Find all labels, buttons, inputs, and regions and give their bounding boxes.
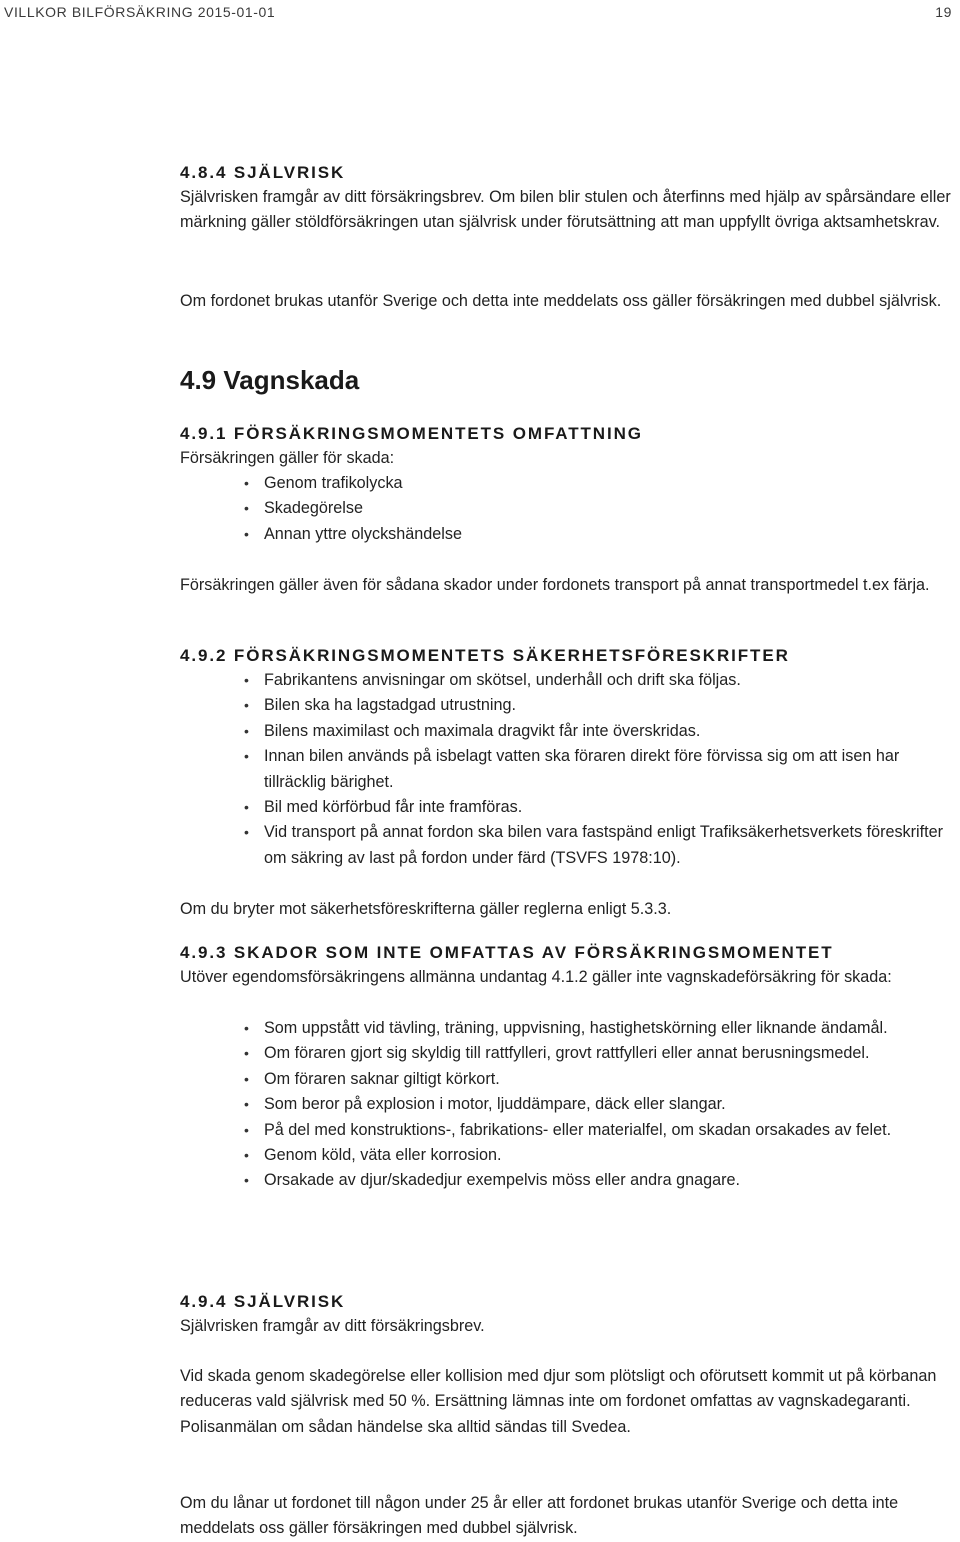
list-item: • Om föraren saknar giltigt körkort. <box>180 1067 955 1092</box>
section-4-9-2-paragraph: Om du bryter mot säkerhetsföreskrifterna gäller reglerna enligt 5.3.3. <box>180 900 672 918</box>
document-title: VILLKOR BILFÖRSÄKRING 2015-01-01 <box>4 4 276 20</box>
list-item: • Som uppstått vid tävling, träning, uppvisning, hastighetskörning eller liknande ändamål. <box>180 1016 955 1041</box>
list-item: • Bilens maximilast och maximala dragvikt får inte överskridas. <box>180 719 955 744</box>
section-4-9-1-intro: Försäkringen gäller för skada: <box>180 449 395 467</box>
section-4-8-4-paragraph-2: Om fordonet brukas utanför Sverige och detta inte meddelats oss gäller försäkringen med dubbel självrisk. <box>180 292 942 310</box>
section-4-9-2-heading: 4.9.2 FÖRSÄKRINGSMOMENTETS SÄKERHETSFÖRESKRIFTER <box>180 646 790 665</box>
page-number: 19 <box>935 4 952 20</box>
list-item: • Genom trafikolycka <box>180 471 955 496</box>
list-item: • Bil med körförbud får inte framföras. <box>180 795 955 820</box>
section-4-9-4-paragraph-2: Vid skada genom skadegörelse eller kollision med djur som plötsligt och oförutsett kommit ut på körbanan reduceras vald självrisk med 50 %. Ersättning lämnas inte om fordonet omfattas av vagnskadegaranti. Polisanmälan om sådan händelse ska alltid sändas till Svedea. <box>180 1367 937 1436</box>
list-item: • Om föraren gjort sig skyldig till rattfylleri, grovt rattfylleri eller annat berusningsmedel. <box>180 1041 955 1066</box>
list-item: • Bilen ska ha lagstadgad utrustning. <box>180 693 955 718</box>
section-4-9-3-intro: Utöver egendomsförsäkringens allmänna undantag 4.1.2 gäller inte vagnskadeförsäkring för skada: <box>180 968 892 986</box>
section-4-9-3-list <box>180 1016 955 1194</box>
section-4-9-1-heading: 4.9.1 FÖRSÄKRINGSMOMENTETS OMFATTNING <box>180 424 643 443</box>
list-item: • Orsakade av djur/skadedjur exempelvis möss eller andra gnagare. <box>180 1168 955 1193</box>
list-item: • Vid transport på annat fordon ska bilen vara fastspänd enligt Trafiksäkerhetsverkets föreskrifter om säkring av last på fordon under färd (TSVFS 1978:10). <box>180 820 955 871</box>
section-4-9-2-list <box>180 668 955 871</box>
list-item: • Genom köld, väta eller korrosion. <box>180 1143 955 1168</box>
list-item: • Innan bilen används på isbelagt vatten ska föraren direkt före förvissa sig om att isen har tillräcklig bärighet. <box>180 744 955 795</box>
section-4-8-4-paragraph-1: Självrisken framgår av ditt försäkringsbrev. Om bilen blir stulen och återfinns med hjälp av spårsändare eller märkning gäller stöldförsäkringen utan självrisk under förutsättning att man uppfyllt övriga aktsamhetskrav. <box>180 188 951 232</box>
list-item: • Skadegörelse <box>180 496 955 521</box>
section-4-9-4-paragraph-1: Självrisken framgår av ditt försäkringsbrev. <box>180 1317 485 1335</box>
section-4-9-1-paragraph-2: Försäkringen gäller även för sådana skador under fordonets transport på annat transportmedel t.ex färja. <box>180 576 930 594</box>
section-4-9-3-heading: 4.9.3 SKADOR SOM INTE OMFATTAS AV FÖRSÄKRINGSMOMENTET <box>180 943 834 962</box>
section-4-9-heading: 4.9 Vagnskada <box>180 365 360 395</box>
list-item: • Fabrikantens anvisningar om skötsel, underhåll och drift ska följas. <box>180 668 955 693</box>
section-4-9-1-list <box>180 471 955 547</box>
section-4-9-4-paragraph-3: Om du lånar ut fordonet till någon under 25 år eller att fordonet brukas utanför Sverige och detta inte meddelats oss gäller försäkringen med dubbel självrisk. <box>180 1494 899 1538</box>
list-item: • Annan yttre olyckshändelse <box>180 522 955 547</box>
section-4-9-4-heading: 4.9.4 SJÄLVRISK <box>180 1292 346 1311</box>
section-4-8-4-heading: 4.8.4 SJÄLVRISK <box>180 163 346 182</box>
list-item: • På del med konstruktions-, fabrikations- eller materialfel, om skadan orsakades av felet. <box>180 1118 955 1143</box>
running-header <box>0 4 960 24</box>
list-item: • Som beror på explosion i motor, ljuddämpare, däck eller slangar. <box>180 1092 955 1117</box>
